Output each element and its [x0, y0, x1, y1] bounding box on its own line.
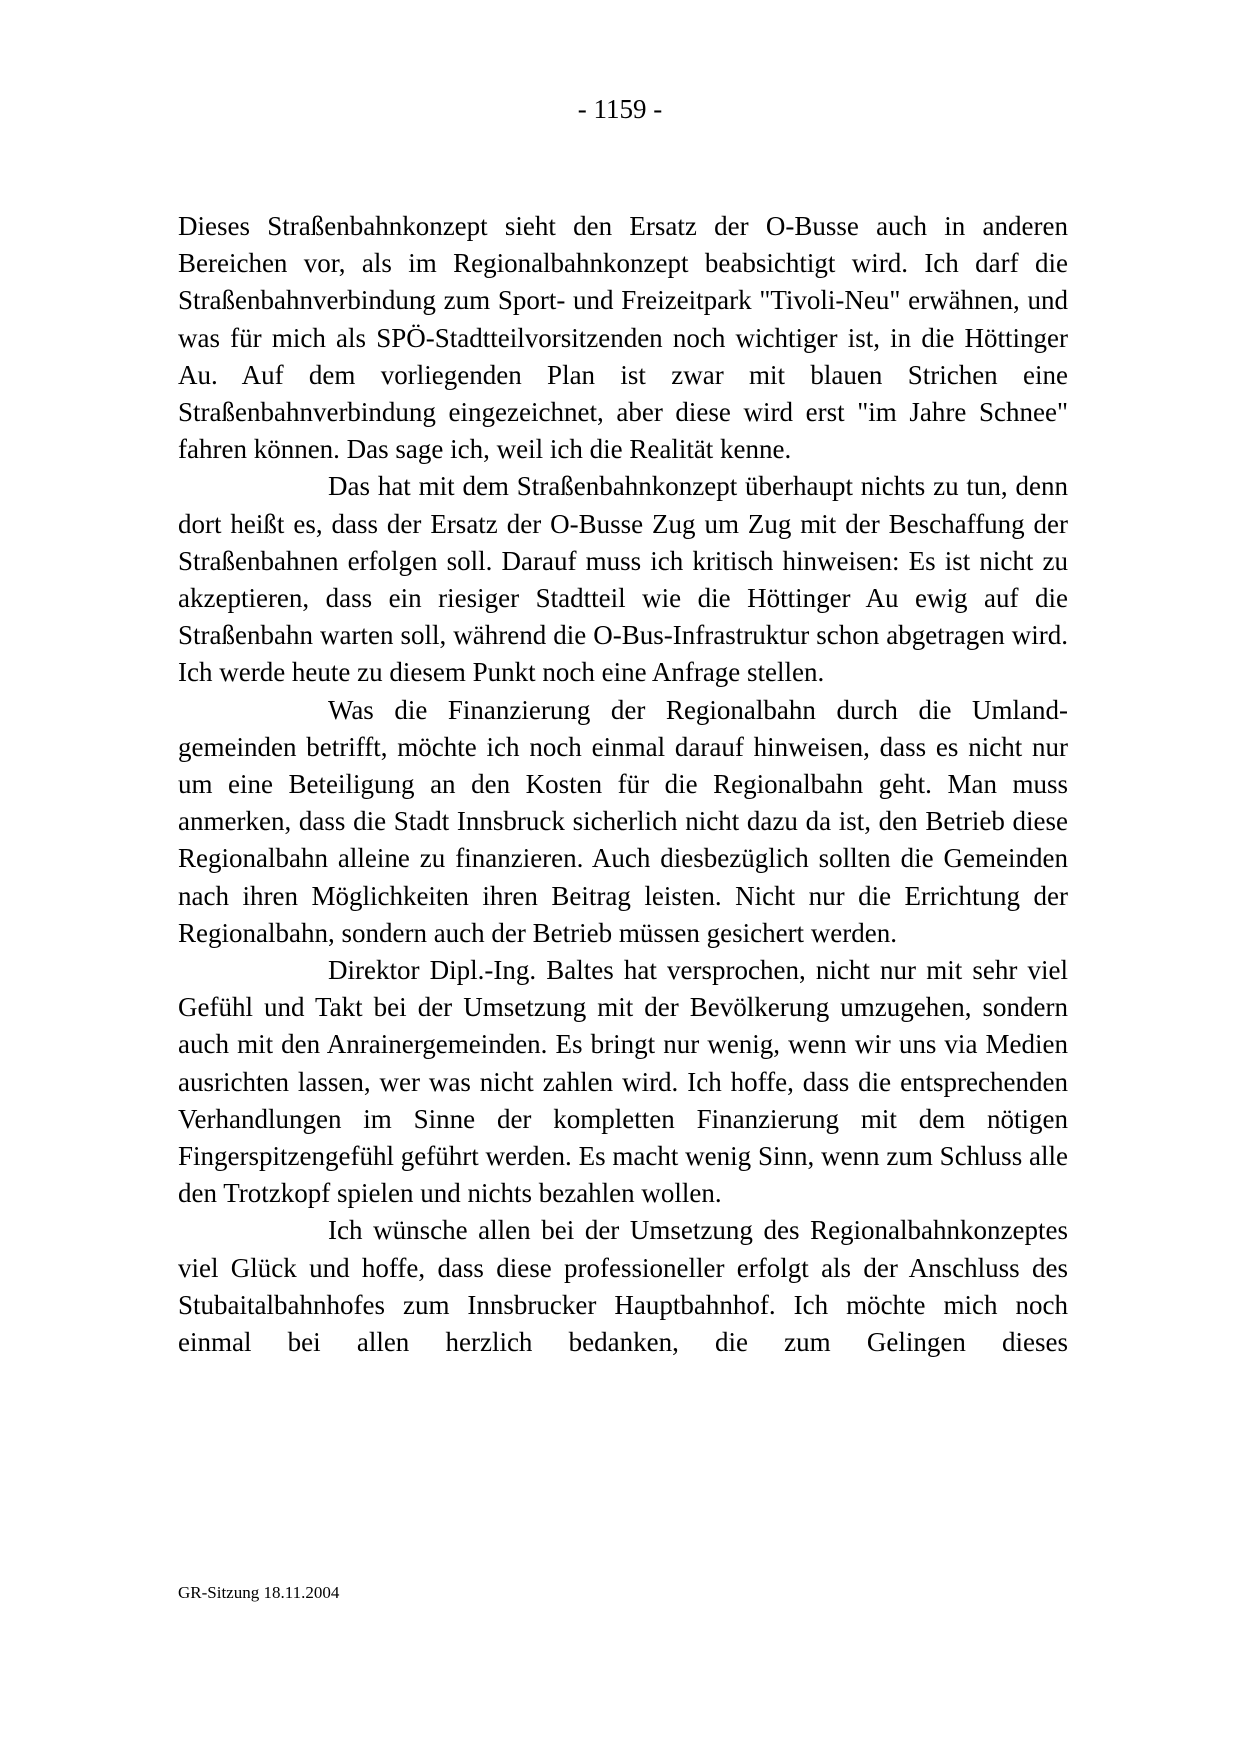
paragraph-4: Direktor Dipl.-Ing. Baltes hat versprochen, nicht nur mit sehr viel Gefühl und Takt bei der Umsetzung mit der Bevölkerung umzugehen, sondern auch mit den Anrainergemeinden. Es bringt nur wenig, wenn wir uns via Medien ausrichten lassen, wer was nicht zahlen wird. Ich hoffe, dass die entsprechenden Verhandlungen im Sinne der kompletten Finanzierung mit dem nötigen Fingerspitzengefühl geführt werden. Es macht wenig Sinn, wenn zum Schluss alle den Trotzkopf spielen und nichts bezahlen wollen. [178, 955, 1068, 1209]
paragraph-1: Dieses Straßenbahnkonzept sieht den Ersatz der O-Busse auch in anderen Bereichen vor, als im Regionalbahnkonzept beabsichtigt wird. Ich darf die Straßenbahnverbindung zum Sport- und Freizeitpark "Tivoli-Neu" erwähnen, und was für mich als SPÖ-Stadtteilvorsitzenden noch wichtiger ist, in die Höttinger Au. Auf dem vorliegenden Plan ist zwar mit blauen Strichen eine Straßenbahnverbindung eingezeichnet, aber diese wird erst "im Jahre Schnee" fahren können. Das sage ich, weil ich die Realität kenne. [178, 211, 1068, 465]
paragraph-5: Ich wünsche allen bei der Umsetzung des Regionalbahnkonzeptes viel Glück und hoffe, dass diese professioneller erfolgt als der Anschluss des Stubaitalbahnhofes zum Innsbrucker Hauptbahnhof. Ich möchte mich noch einmal bei allen herzlich bedanken, die zum Gelingen dieses [178, 1215, 1068, 1358]
footer-session-date: GR-Sitzung 18.11.2004 [178, 1583, 340, 1602]
page-number: - 1159 - [577, 94, 663, 124]
body-text [178, 208, 1068, 1361]
paragraph-2: Das hat mit dem Straßenbahnkonzept überhaupt nichts zu tun, denn dort heißt es, dass der Ersatz der O-Busse Zug um Zug mit der Beschaffung der Straßenbahnen erfolgen soll. Darauf muss ich kritisch hinweisen: Es ist nicht zu akzeptieren, dass ein riesiger Stadtteil wie die Höttinger Au ewig auf die Straßenbahn warten soll, während die O-Bus-Infrastruktur schon abgetragen wird. Ich werde heute zu diesem Punkt noch eine Anfrage stellen. [178, 471, 1068, 688]
paragraph-3: Was die Finanzierung der Regionalbahn durch die Umlandgemeinden betrifft, möchte ich noch einmal darauf hinweisen, dass es nicht nur um eine Beteiligung an den Kosten für die Regionalbahn geht. Man muss anmerken, dass die Stadt Innsbruck sicherlich nicht dazu da ist, den Betrieb diese Regionalbahn alleine zu finanzieren. Auch diesbezüglich sollten die Gemeinden nach ihren Möglichkeiten ihren Beitrag leisten. Nicht nur die Errichtung der Regionalbahn, sondern auch der Betrieb müssen gesichert werden. [178, 694, 1068, 948]
